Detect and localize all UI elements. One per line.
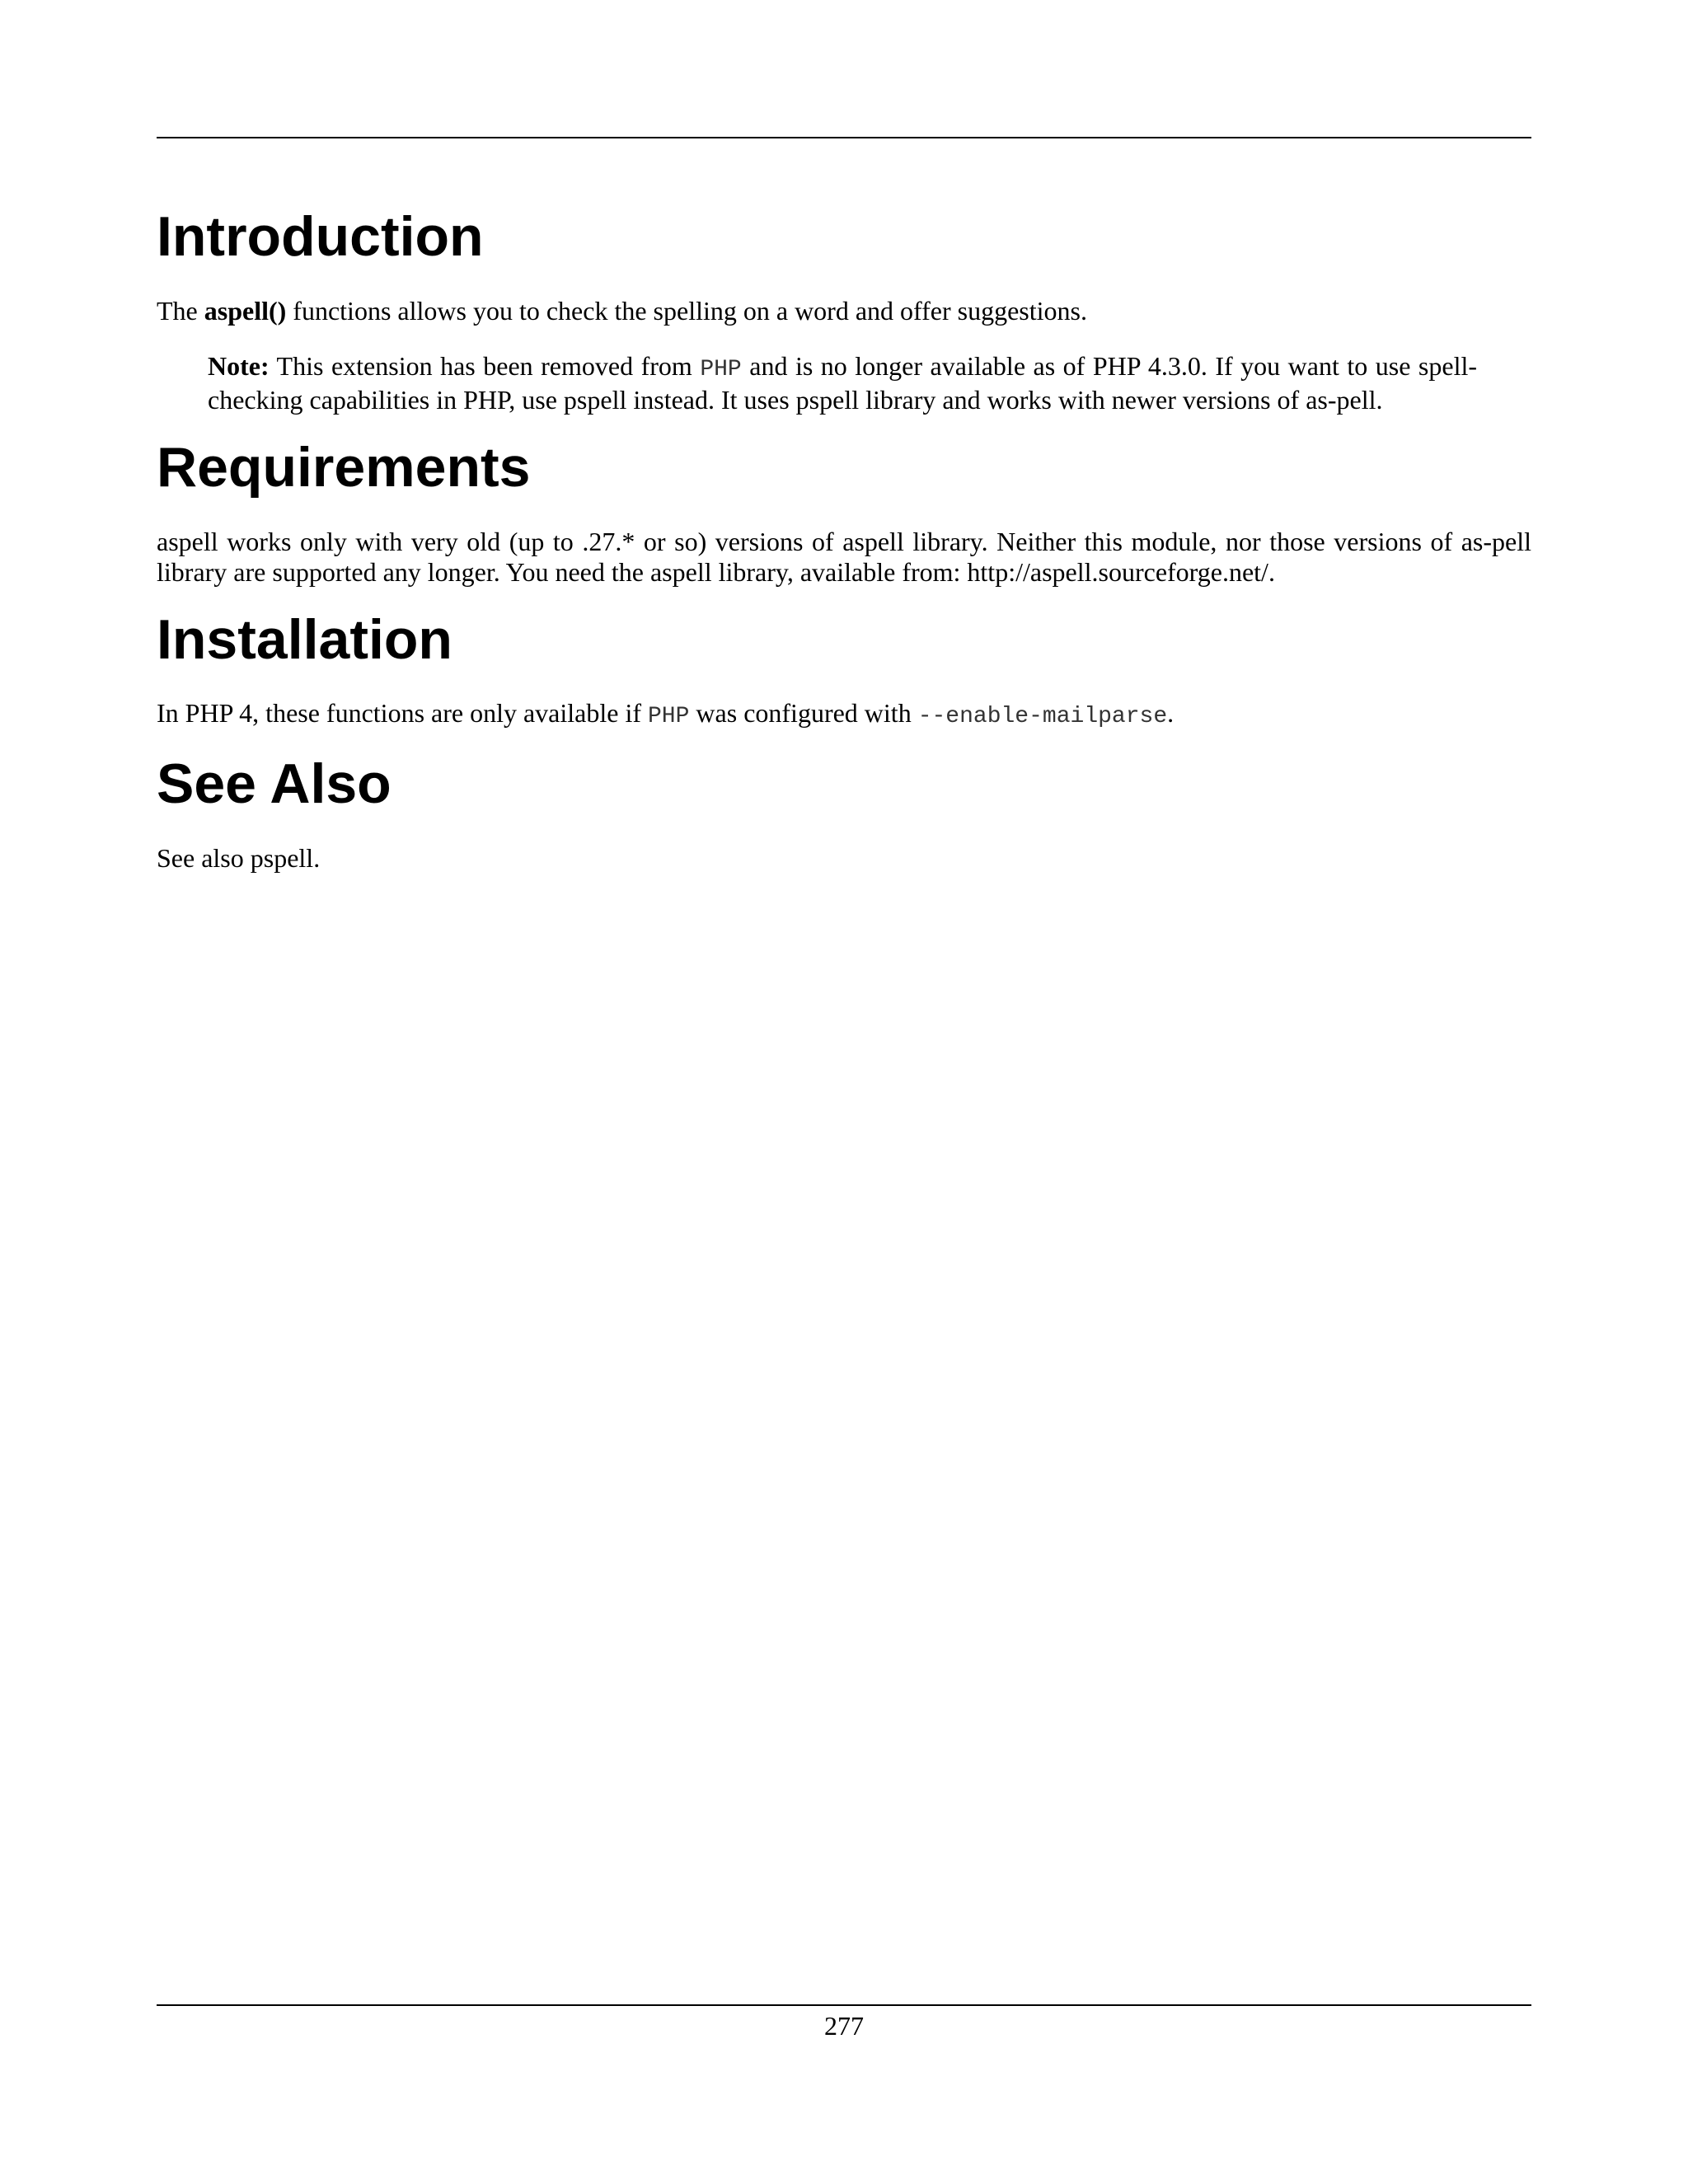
page-content bbox=[157, 206, 1531, 874]
see-also-paragraph: See also pspell. bbox=[157, 843, 321, 874]
heading-requirements: Requirements bbox=[157, 435, 531, 499]
requirements-paragraph: aspell works only with very old (up to .27.* or so) versions of aspell library. Neither this module, nor those versions of as-pell library are supported any longer. You need the aspell library, available from: http://aspell.sourceforge.net/. bbox=[157, 526, 1531, 587]
install-text-part3: . bbox=[1167, 698, 1175, 729]
note-label: Note: bbox=[208, 350, 270, 381]
heading-installation: Installation bbox=[157, 607, 452, 671]
note-text-part1: This extension has been removed from bbox=[269, 350, 701, 381]
header-rule bbox=[157, 137, 1531, 138]
page-number: 277 bbox=[824, 2011, 864, 2041]
installation-paragraph bbox=[157, 698, 1531, 732]
heading-introduction: Introduction bbox=[157, 205, 484, 268]
intro-text-suffix: functions allows you to check the spelling on a word and offer suggestions. bbox=[286, 295, 1087, 326]
introduction-paragraph bbox=[157, 296, 1531, 326]
note-code-php: PHP bbox=[700, 356, 742, 382]
install-code-php: PHP bbox=[648, 704, 690, 730]
document-page bbox=[157, 0, 1531, 2184]
install-code-flag: --enable-mailparse bbox=[917, 704, 1168, 730]
install-text-part2: was configured with bbox=[689, 698, 918, 729]
footer-rule bbox=[157, 2004, 1531, 2006]
note-block bbox=[208, 351, 1477, 415]
install-text-part1: In PHP 4, these functions are only available if bbox=[157, 698, 648, 729]
function-name-aspell: aspell() bbox=[204, 295, 287, 326]
intro-text-prefix: The bbox=[157, 295, 204, 326]
heading-see-also: See Also bbox=[157, 752, 392, 816]
note-text-part2: and is no longer available as of PHP 4.3.0. If you want to use spell-checking capabilities in PHP, use pspell instead. It uses pspell library and works with newer versions of as-pell. bbox=[208, 350, 1478, 415]
